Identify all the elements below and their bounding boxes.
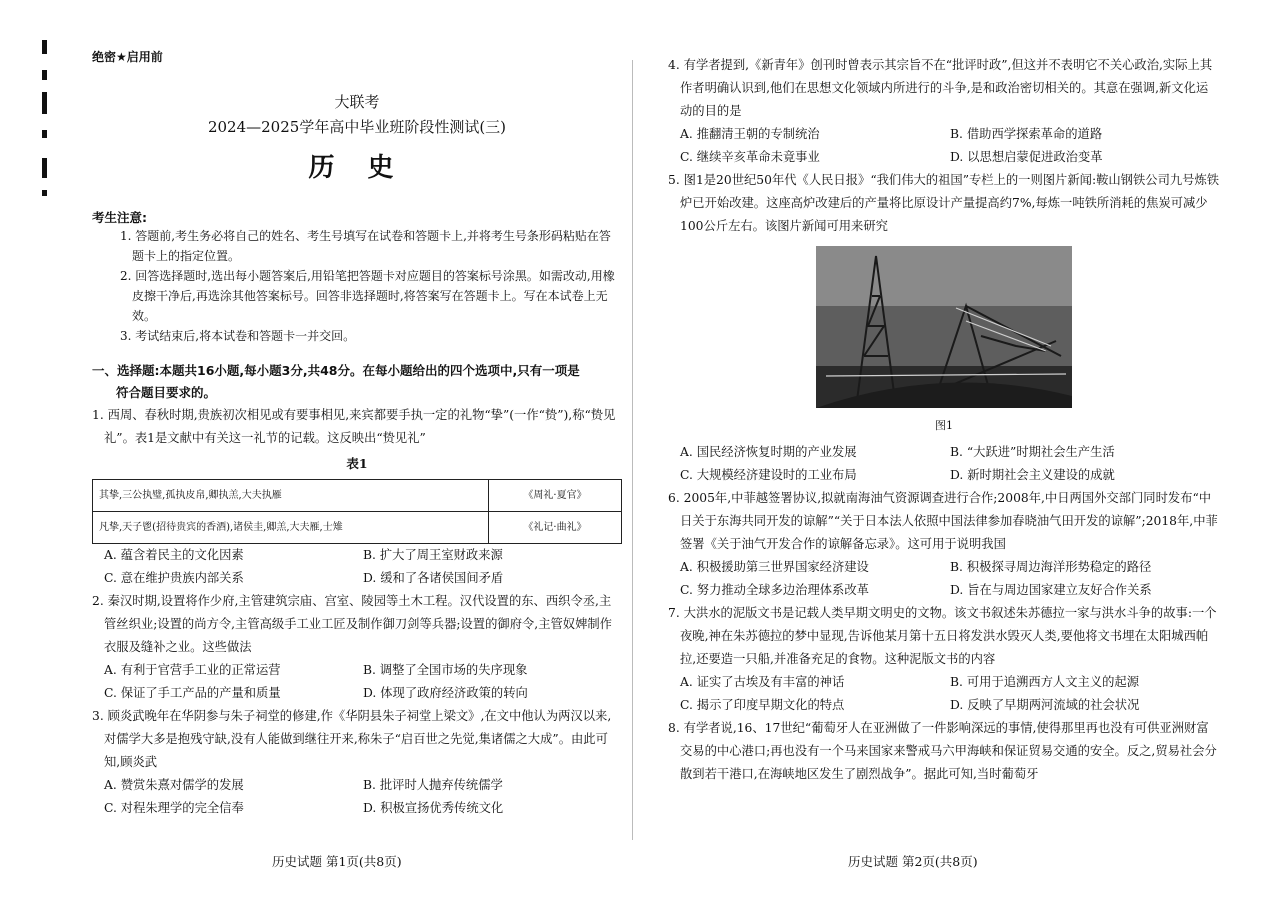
option-b: B. 积极探寻周边海洋形势稳定的路径 — [950, 560, 1152, 574]
options — [668, 671, 1220, 717]
photo-illustration — [816, 246, 1072, 408]
exam-union: 大联考 — [334, 93, 380, 111]
question-8 — [668, 717, 1220, 786]
option-a: A. 有利于官营手工业的正常运营 — [104, 663, 281, 677]
notice-title: 考生注意: — [92, 210, 147, 225]
question-stem: 7. 大洪水的泥版文书是记载人类早期文明史的文物。该文书叙述朱苏德拉一家与洪水斗争的故事:一个夜晚,神在朱苏德拉的梦中显现,告诉他某月第十五日将发洪水毁灭人类,要他将文书埋在太阳城西帕拉,还要造一只船,并准备充足的食物。这种泥版文书的内容 — [668, 606, 1217, 666]
table-cell: 其挚,三公执璧,孤执皮帛,卿执羔,大夫执雁 — [93, 480, 489, 512]
question-4 — [668, 54, 1220, 169]
table-cell: 凡挚,天子鬯(招待贵宾的香酒),诸侯圭,卿羔,大夫雁,士雉 — [93, 512, 489, 544]
question-stem: 8. 有学者说,16、17世纪“葡萄牙人在亚洲做了一件影响深远的事情,使得那里再也没有可供亚洲财富交易的中心港口;再也没有一个马来国家来警戒马六甲海峡和保证贸易交通的安全。反之,贸易社会分散到若干港口,在海峡地区发生了剧烈战争”。据此可知,当时葡萄牙 — [668, 721, 1217, 781]
option-d: D. 体现了政府经济政策的转向 — [363, 686, 528, 700]
option-a: A. 积极援助第三世界国家经济建设 — [680, 560, 869, 574]
option-c: C. 努力推动全球多边治理体系改革 — [680, 583, 869, 597]
page-footer-1: 历史试题 第1页(共8页) — [272, 854, 402, 869]
option-d: D. 旨在与周边国家建立友好合作关系 — [950, 583, 1152, 597]
page-footer-2: 历史试题 第2页(共8页) — [848, 854, 978, 869]
table-cell-source: 《礼记·曲礼》 — [489, 512, 622, 544]
option-d: D. 缓和了各诸侯国间矛盾 — [363, 571, 504, 585]
exam-title: 2024—2025学年高中毕业班阶段性测试(三) — [207, 118, 507, 136]
question-stem: 3. 顾炎武晚年在华阴参与朱子祠堂的修建,作《华阴县朱子祠堂上梁文》,在文中他认为两汉以来,对儒学大多是抱残守缺,没有人能做到继往开来,称朱子“启百世之先觉,集诸儒之大成”。由此可知,顾炎武 — [92, 709, 612, 769]
source-table — [92, 479, 622, 544]
question-stem: 5. 图1是20世纪50年代《人民日报》“我们伟大的祖国”专栏上的一则图片新闻:鞍山钢铁公司九号炼铁炉已开始改建。这座高炉改建后的产量将比原设计产量提高约7%,每炼一吨铁所消耗的焦炭可减少100公斤左右。该图片新闻可用来研究 — [668, 173, 1220, 233]
option-b: B. “大跃进”时期社会生产生活 — [950, 445, 1115, 459]
option-c: C. 保证了手工产品的产量和质量 — [104, 686, 281, 700]
table-row — [93, 480, 622, 512]
question-7 — [668, 602, 1220, 717]
question-stem: 2. 秦汉时期,设置将作少府,主管建筑宗庙、宫室、陵园等土木工程。汉代设置的东、西织令丞,主管丝织业;设置的尚方令,主管高级手工业工匠及制作御刀剑等兵器;设置的御府令,主管奴婢制作衣服及缝补之业。这些做法 — [92, 594, 612, 654]
page-1 — [92, 48, 622, 820]
options — [668, 441, 1220, 487]
notice-item: 3. 考试结束后,将本试卷和答题卡一并交回。 — [120, 329, 356, 343]
options — [668, 123, 1220, 169]
binding-edge-marks — [42, 40, 48, 210]
option-c: C. 对程朱理学的完全信奉 — [104, 801, 244, 815]
option-d: D. 以思想启蒙促进政治变革 — [950, 150, 1103, 164]
option-d: D. 新时期社会主义建设的成就 — [950, 468, 1115, 482]
question-stem: 1. 西周、春秋时期,贵族初次相见或有要事相见,来宾都要手执一定的礼物“挚”(一作“贽”),称“贽见礼”。表1是文献中有关这一礼节的记载。这反映出“贽见礼” — [92, 408, 616, 445]
page-divider — [632, 60, 633, 840]
options — [668, 556, 1220, 602]
question-stem: 4. 有学者提到,《新青年》创刊时曾表示其宗旨不在“批评时政”,但这并不表明它不关心政治,实际上其作者明确认识到,他们在思想文化领域内所进行的斗争,是和政治密切相关的。其意在强调,新文化运动的目的是 — [668, 58, 1213, 118]
notice-item: 1. 答题前,考生务必将自己的姓名、考生号填写在试卷和答题卡上,并将考生号条形码粘贴在答题卡上的指定位置。 — [120, 229, 611, 263]
notice-item: 2. 回答选择题时,选出每小题答案后,用铅笔把答题卡对应题目的答案标号涂黑。如需改动,用橡皮擦干净后,再选涂其他答案标号。回答非选择题时,将答案写在答题卡上。写在本试卷上无效。 — [120, 269, 615, 323]
option-b: B. 批评时人抛弃传统儒学 — [363, 778, 503, 792]
option-a: A. 蕴含着民主的文化因素 — [104, 548, 244, 562]
question-stem: 6. 2005年,中菲越签署协议,拟就南海油气资源调查进行合作;2008年,中日两国外交部门同时发布“中日关于东海共同开发的谅解”“关于日本法人依照中国法律参加春晓油气田开发的谅解”;2018年,中菲签署《关于油气开发合作的谅解备忘录》。这可用于说明我国 — [668, 491, 1218, 551]
option-a: A. 国民经济恢复时期的产业发展 — [680, 445, 857, 459]
options — [92, 659, 622, 705]
question-6 — [668, 487, 1220, 602]
option-c: C. 揭示了印度早期文化的特点 — [680, 698, 845, 712]
question-3 — [92, 705, 622, 820]
table-cell-source: 《周礼·夏官》 — [489, 480, 622, 512]
question-5 — [668, 169, 1220, 487]
options — [92, 544, 622, 590]
option-b: B. 调整了全国市场的失序现象 — [363, 663, 528, 677]
option-c: C. 意在维护贵族内部关系 — [104, 571, 244, 585]
option-b: B. 可用于追溯西方人文主义的起源 — [950, 675, 1140, 689]
option-b: B. 扩大了周王室财政来源 — [363, 548, 503, 562]
table-row — [93, 512, 622, 544]
figure-caption: 图1 — [935, 419, 953, 432]
secret-label: 绝密★启用前 — [92, 50, 163, 64]
option-c: C. 继续辛亥革命未竟事业 — [680, 150, 820, 164]
section-heading — [92, 360, 622, 404]
page-2 — [668, 54, 1220, 786]
section-line-1: 一、选择题:本题共16小题,每小题3分,共48分。在每小题给出的四个选项中,只有一项是 — [92, 363, 580, 378]
section-line-2: 符合题目要求的。 — [116, 385, 217, 400]
options — [92, 774, 622, 820]
option-a: A. 赞赏朱熹对儒学的发展 — [104, 778, 244, 792]
question-1 — [92, 404, 622, 590]
option-d: D. 反映了早期两河流域的社会状况 — [950, 698, 1140, 712]
option-a: A. 证实了古埃及有丰富的神话 — [680, 675, 845, 689]
option-b: B. 借助西学探索革命的道路 — [950, 127, 1103, 141]
question-2 — [92, 590, 622, 705]
option-a: A. 推翻清王朝的专制统治 — [680, 127, 820, 141]
option-d: D. 积极宣扬优秀传统文化 — [363, 801, 504, 815]
subject-title: 历 史 — [308, 153, 406, 183]
blast-furnace-photo — [816, 246, 1072, 408]
table-title: 表1 — [346, 456, 368, 471]
option-c: C. 大规模经济建设时的工业布局 — [680, 468, 857, 482]
